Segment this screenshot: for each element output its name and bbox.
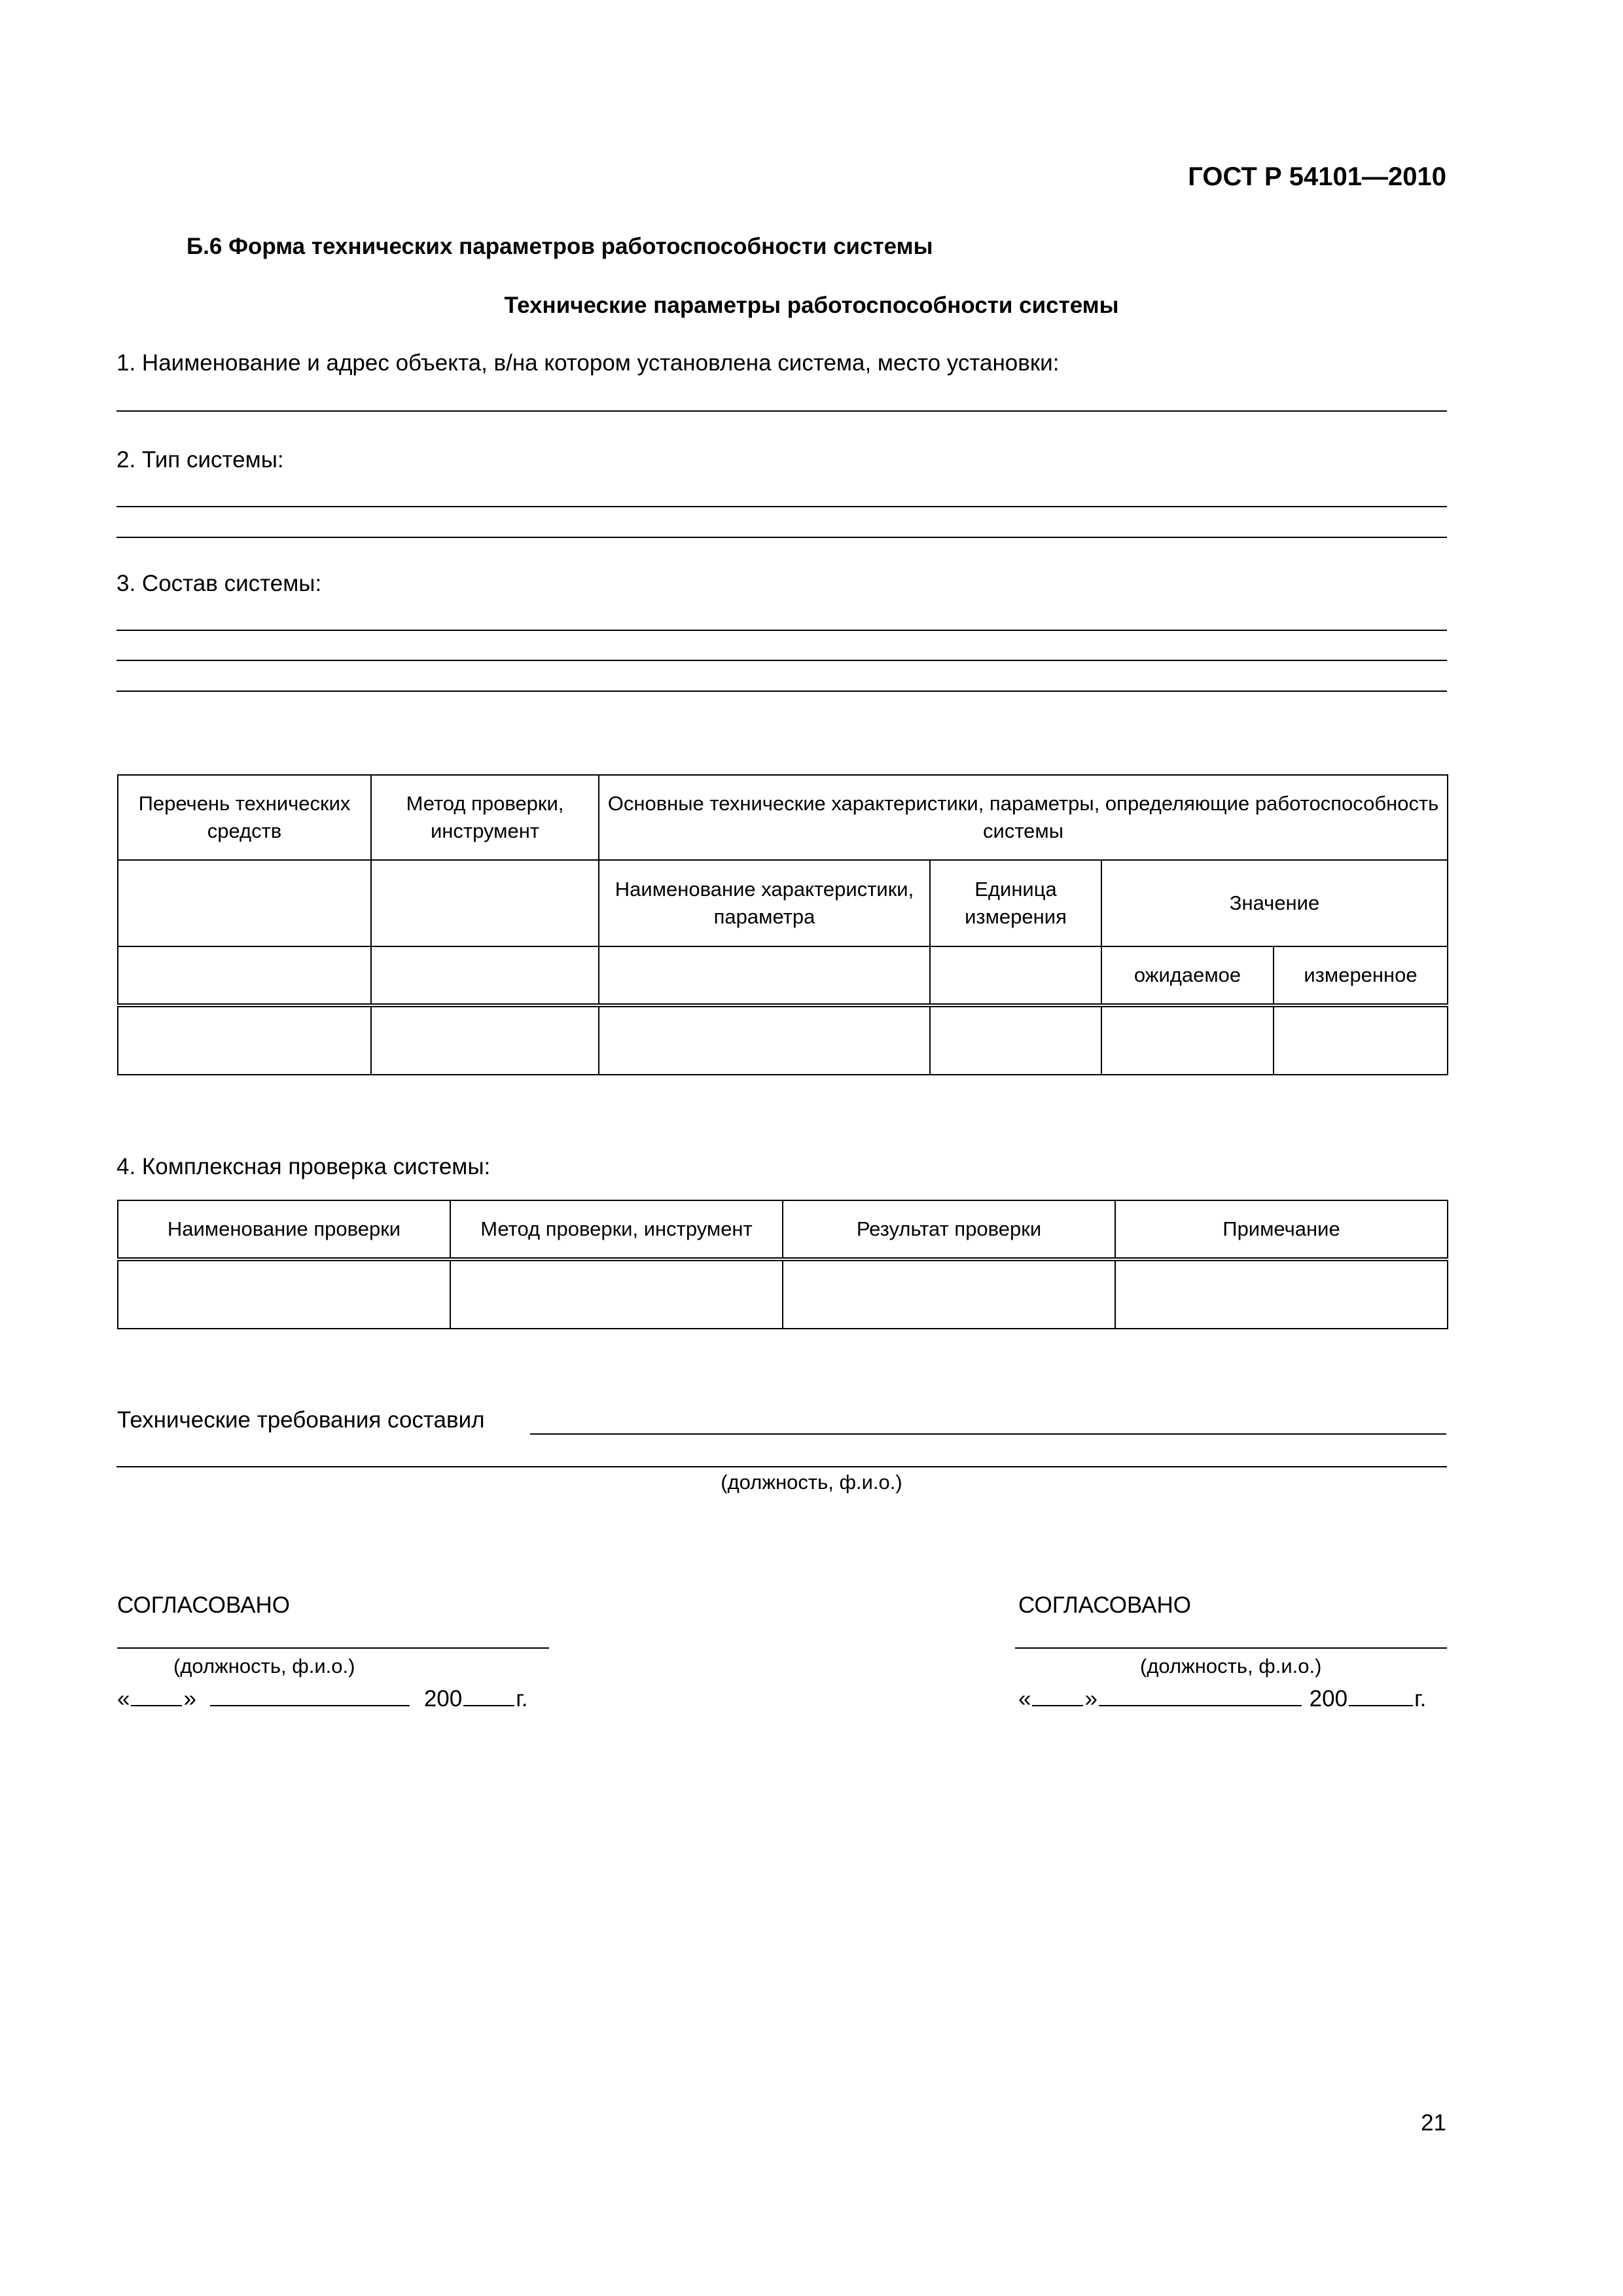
signature-line[interactable]: [116, 1466, 1447, 1467]
month-blank[interactable]: [210, 1682, 410, 1706]
subheader-value: Значение: [1101, 860, 1448, 946]
table-cell[interactable]: [1274, 1005, 1448, 1075]
approval-left-date: [117, 1682, 527, 1712]
table-cell[interactable]: [783, 1259, 1115, 1329]
col-header-characteristics: Основные технические характеристики, параметры, определяющие работоспособность системы: [599, 775, 1448, 860]
subheader-characteristic-name: Наименование характеристики, параметра: [599, 860, 930, 946]
table-cell[interactable]: [930, 946, 1101, 1005]
item-object-name: 1. Наименование и адрес объекта, в/на котором установлена система, место установки:: [116, 350, 1060, 376]
table-cell[interactable]: [599, 946, 930, 1005]
year-prefix: 200: [1309, 1686, 1348, 1712]
year-suffix: г.: [1414, 1686, 1427, 1712]
open-quote: «: [117, 1686, 130, 1712]
day-blank[interactable]: [1032, 1682, 1083, 1706]
approval-right-date: [1018, 1682, 1426, 1712]
close-quote: »: [183, 1686, 196, 1712]
fill-line: [116, 691, 1447, 692]
item-system-type: 2. Тип системы:: [116, 447, 284, 473]
table-row: [118, 1005, 1448, 1075]
approval-right-signature-line[interactable]: [1015, 1647, 1447, 1649]
fill-line: [116, 537, 1447, 538]
col-header-note: Примечание: [1115, 1200, 1448, 1259]
table-cell[interactable]: [118, 1005, 371, 1075]
signature-caption: (должность, ф.и.о.): [721, 1471, 902, 1494]
item-system-composition: 3. Состав системы:: [116, 571, 322, 596]
item-complex-check: 4. Комплексная проверка системы:: [116, 1154, 491, 1179]
table-cell[interactable]: [371, 860, 599, 946]
col-header-equipment: Перечень технических средств: [118, 775, 371, 860]
close-quote: »: [1084, 1686, 1097, 1712]
subheader-unit: Единица измерения: [930, 860, 1101, 946]
year-suffix: г.: [516, 1686, 528, 1712]
day-blank[interactable]: [131, 1682, 182, 1706]
complex-check-table: [117, 1200, 1448, 1329]
form-title: Технические параметры работоспособности системы: [504, 293, 1119, 318]
col-header-check-method: Метод проверки, инструмент: [450, 1200, 783, 1259]
approval-right-caption: (должность, ф.и.о.): [1140, 1655, 1322, 1677]
subheader-expected: ожидаемое: [1101, 946, 1274, 1005]
col-header-check-name: Наименование проверки: [118, 1200, 450, 1259]
approval-left-signature-line[interactable]: [117, 1647, 549, 1649]
month-blank[interactable]: [1099, 1682, 1302, 1706]
technical-parameters-table: [117, 774, 1448, 1075]
open-quote: «: [1018, 1686, 1031, 1712]
table-row: [118, 1259, 1448, 1329]
section-title: Б.6 Форма технических параметров работоспособности системы: [187, 234, 933, 259]
table-cell[interactable]: [1101, 1005, 1274, 1075]
col-header-method: Метод проверки, инструмент: [371, 775, 599, 860]
year-blank[interactable]: [1349, 1682, 1413, 1706]
table-cell[interactable]: [599, 1005, 930, 1075]
table-cell[interactable]: [118, 946, 371, 1005]
year-blank[interactable]: [463, 1682, 514, 1706]
fill-line: [116, 410, 1447, 412]
col-header-check-result: Результат проверки: [783, 1200, 1115, 1259]
subheader-measured: измеренное: [1274, 946, 1448, 1005]
table-cell[interactable]: [371, 1005, 599, 1075]
page-number: 21: [1421, 2110, 1446, 2136]
table-cell[interactable]: [450, 1259, 783, 1329]
approval-left-title: СОГЛАСОВАНО: [117, 1592, 291, 1618]
table-cell[interactable]: [930, 1005, 1101, 1075]
approval-left-caption: (должность, ф.и.о.): [173, 1655, 355, 1677]
table-cell[interactable]: [371, 946, 599, 1005]
compiled-by-label: Технические требования составил: [117, 1407, 485, 1433]
table-cell[interactable]: [1115, 1259, 1448, 1329]
fill-line: [116, 630, 1447, 631]
approval-right-title: СОГЛАСОВАНО: [1018, 1592, 1192, 1618]
fill-line: [116, 660, 1447, 661]
signature-line[interactable]: [530, 1433, 1446, 1435]
fill-line: [116, 506, 1447, 507]
table-cell[interactable]: [118, 1259, 450, 1329]
table-cell[interactable]: [118, 860, 371, 946]
standard-number: ГОСТ Р 54101—2010: [1188, 162, 1446, 191]
year-prefix: 200: [423, 1686, 463, 1712]
